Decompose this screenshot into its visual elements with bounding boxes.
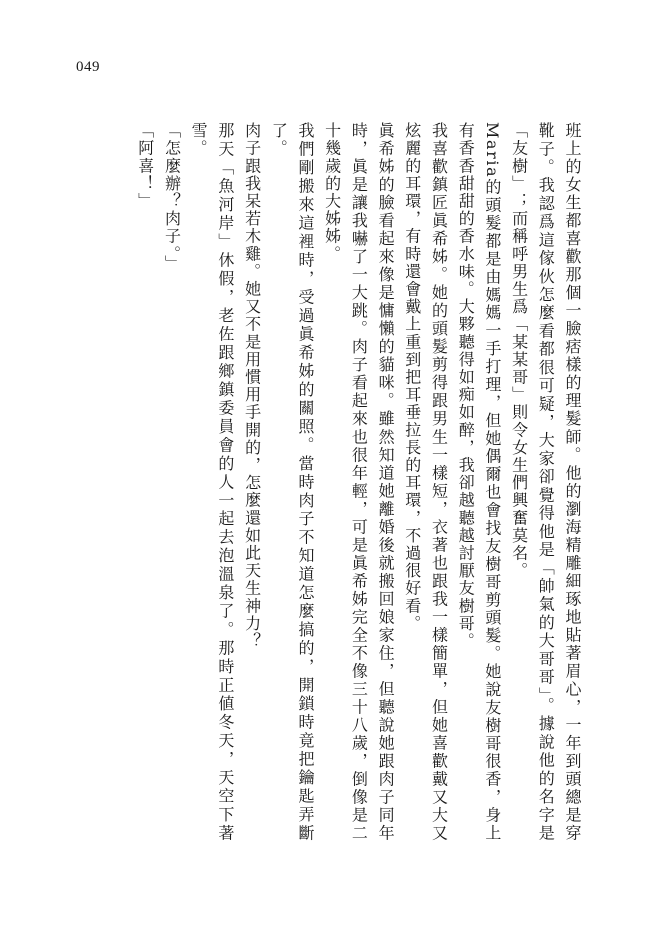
paragraph: 「怎麼辦？肉子。」: [162, 122, 182, 273]
paragraph: Maria的頭髮都是由媽媽一手打理，但她偶爾也會找友樹哥剪頭髮。她說友樹哥很香，身上有香香甜甜的香水味。大夥聽得如痴如醉，我卻越聽越討厭友樹哥。: [456, 122, 502, 842]
page-number: 049: [76, 59, 100, 75]
paragraph: 班上的女生都喜歡那個一臉痞樣的理髮師。他的瀏海精雕細琢地貼著眉心，一年到頭總是穿靴子。我認爲這傢伙怎麼看都很可疑，大家卻覺得他是「帥氣的大哥哥」。據說他的名字是「友樹」；而稱呼男生爲「某某哥」則令女生們興奮莫名。: [509, 122, 582, 842]
paragraph: 我喜歡鎮匠眞希姊。她的頭髮剪得跟男生一樣短，衣著也跟我一樣簡單，但她喜歡戴又大又炫麗的耳環，有時還會戴上重到把耳垂拉長的耳環，不過很好看。: [402, 122, 449, 842]
paragraph: 我們剛搬來這裡時，受過眞希姊的關照。當時肉子不知道怎麼搞的，開鎖時竟把鑰匙弄斷了。: [269, 122, 315, 842]
paragraph: 眞希姊的臉看起來像是慵懶的貓咪。雖然知道她離婚後就搬回娘家住，但聽說她跟肉子同年時，眞是讓我嚇了一大跳。肉子看起來也很年輕，可是眞希姊完全不像三十八歲，倒像是二十幾歲的大姊姊。: [322, 122, 396, 842]
paragraph: 那天「魚河岸」休假，老佐跟鄉鎮委員會的人一起去泡溫泉了。那時正値冬天，天空下著雪。: [189, 122, 235, 842]
paragraph: 肉子跟我呆若木雞。她又不是用慣用手開的，怎麼還如此天生神力？: [242, 122, 262, 650]
vertical-text-block: [131, 122, 585, 842]
paragraph: 「阿喜！」: [135, 122, 155, 210]
